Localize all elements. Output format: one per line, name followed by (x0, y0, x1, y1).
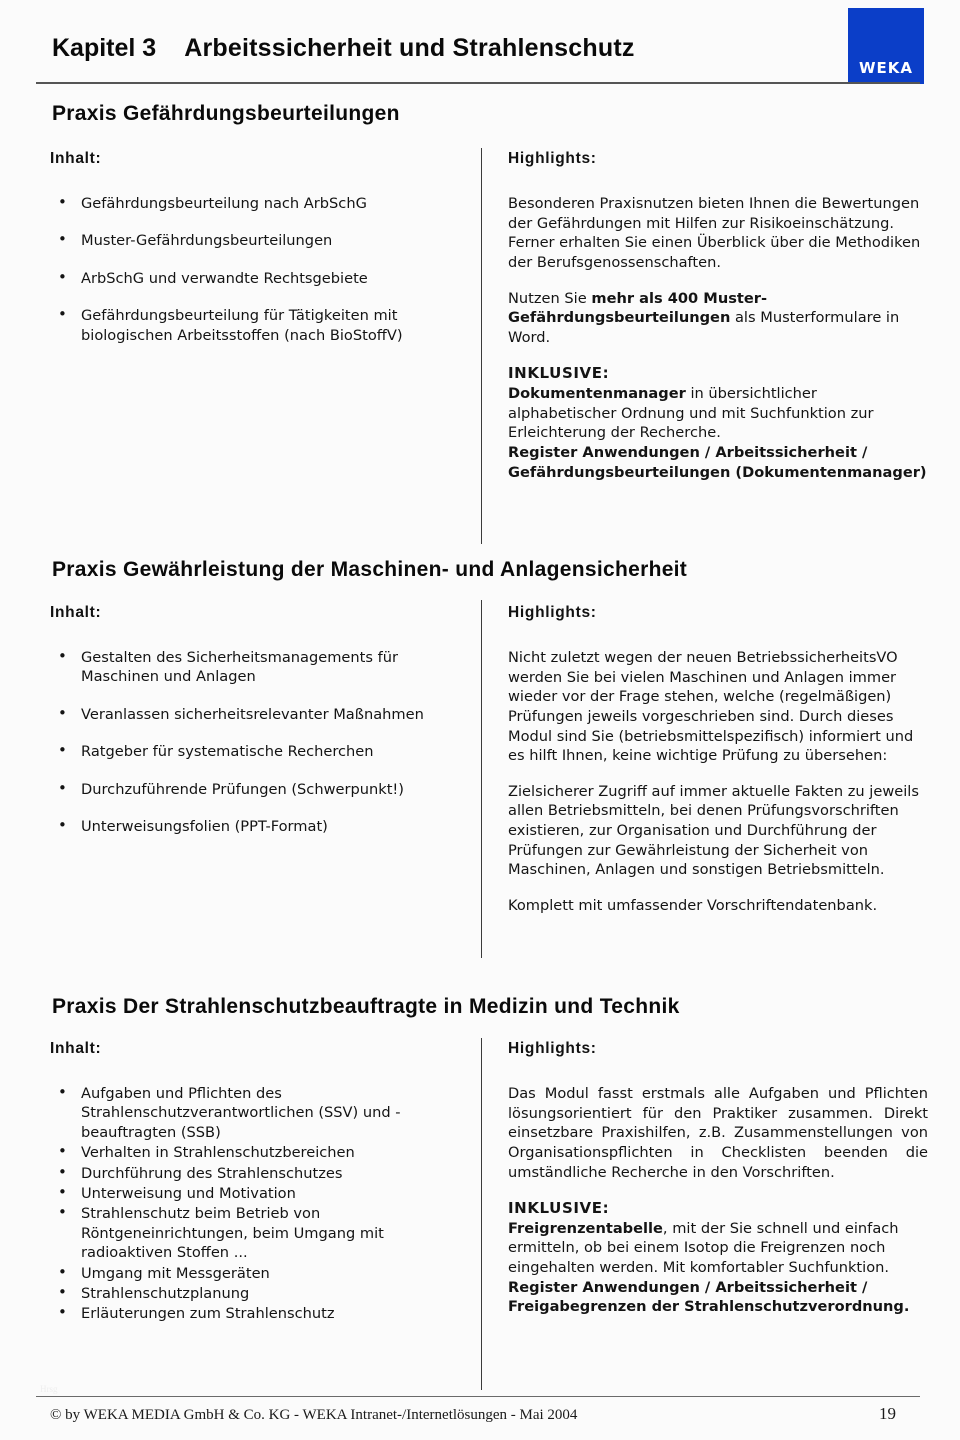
section-2-paragraph-3: Komplett mit umfassender Vorschriftendatenbank. (508, 896, 878, 914)
section-3-bullet-list (50, 1084, 450, 1324)
list-item: • Ratgeber für systematische Recherchen (50, 742, 450, 761)
list-item: • Gefährdungsbeurteilung für Tätigkeiten mit biologischen Arbeitsstoffen (nach BioStoffV) (50, 306, 450, 345)
page-header (36, 30, 924, 86)
list-item: • Verhalten in Strahlenschutzbereichen (50, 1143, 450, 1162)
footer-watermark: Hrsg (40, 1384, 58, 1394)
section-1-paragraph-2 (508, 289, 928, 348)
list-item: • Erläuterungen zum Strahlenschutz (50, 1304, 450, 1323)
section-2-inhalt-column (50, 604, 450, 854)
list-item: • ArbSchG und verwandte Rechtsgebiete (50, 269, 450, 288)
section-1-inkl-bold-2: Register Anwendungen / Arbeitssicherheit / Gefährdungsbeurteilungen (Dokumentenmanager) (508, 443, 927, 481)
section-1-highlights-column (508, 150, 928, 482)
list-item: • Unterweisung und Motivation (50, 1184, 450, 1203)
section-1-inkl-rest-1: in übersichtlicher alphabetischer Ordnung und mit Suchfunktion zur Erleichterung der Recherche. (508, 385, 874, 442)
section-3-inhalt-column (50, 1040, 450, 1325)
section-2-paragraph-2: Zielsicherer Zugriff auf immer aktuelle Fakten zu jeweils allen Betriebsmitteln, bei denen Prüfungsvorschriften existieren, zur Organisation und Durchführung der Prüfungen zur Gewährleistung der Sicherheit von Maschinen, Anlagen und sonstigen Betriebsmitteln. (508, 782, 919, 879)
inklusive-label-3: INKLUSIVE: (508, 1199, 610, 1218)
list-item: • Gefährdungsbeurteilung nach ArbSchG (50, 194, 450, 213)
inhalt-label-1: Inhalt: (50, 150, 102, 167)
section-1-inklusive-block (508, 363, 928, 482)
weka-logo-text: WEKA (858, 59, 914, 77)
footer-copyright: © by WEKA MEDIA GmbH & Co. KG - WEKA Intranet-/Internetlösungen - Mai 2004 (50, 1407, 578, 1423)
column-divider-1 (481, 148, 482, 544)
footer-page-number: 19 (879, 1404, 896, 1423)
section-2-highlights-column (508, 604, 928, 916)
page-footer (36, 1404, 920, 1424)
section-1-p2-post: als Musterformulare in Word. (508, 309, 900, 346)
list-item: • Unterweisungsfolien (PPT-Format) (50, 817, 450, 836)
section-3-paragraph-1: Das Modul fasst erstmals alle Aufgaben und Pflichten lösungsorientiert für den Praktiker zusammen. Direkt einsetzbare Praxishilfen, z.B. Zusammenstellungen von Organisationspflichten in Checklisten beenden die umständliche Recherche in den Vorschriften. (508, 1085, 928, 1181)
footer-divider-rule (36, 1396, 920, 1397)
section-1-inkl-bold-1: Dokumentenmanager (508, 385, 686, 402)
list-item: • Veranlassen sicherheitsrelevanter Maßnahmen (50, 705, 450, 724)
chapter-heading (52, 34, 635, 63)
section-3-inklusive-block (508, 1198, 928, 1317)
list-item: • Strahlenschutzplanung (50, 1284, 450, 1303)
section-3-inkl-bold-2: Register Anwendungen / Arbeitssicherheit / Freigabegrenzen der Strahlenschutzverordnung. (508, 1278, 910, 1316)
section-2-bullet-list (50, 648, 450, 836)
list-item: • Gestalten des Sicherheitsmanagements für Maschinen und Anlagen (50, 648, 450, 687)
column-divider-2 (481, 600, 482, 958)
section-title-3: Praxis Der Strahlenschutzbeauftragte in Medizin und Technik (52, 995, 680, 1018)
highlights-label-3: Highlights: (508, 1040, 597, 1057)
chapter-label: Kapitel 3 (52, 34, 157, 62)
list-item: • Durchführung des Strahlenschutzes (50, 1164, 450, 1183)
section-3-highlights-column (508, 1040, 928, 1317)
list-item: • Durchzuführende Prüfungen (Schwerpunkt!) (50, 780, 450, 799)
list-item: • Muster-Gefährdungsbeurteilungen (50, 231, 450, 250)
chapter-title: Arbeitssicherheit und Strahlenschutz (184, 34, 635, 62)
header-divider-rule (36, 82, 920, 84)
section-3-inkl-bold-1: Freigrenzentabelle (508, 1219, 663, 1237)
section-1-bullet-list (50, 194, 450, 345)
inhalt-label-2: Inhalt: (50, 604, 102, 621)
inhalt-label-3: Inhalt: (50, 1040, 102, 1057)
list-item: • Aufgaben und Pflichten des Strahlenschutzverantwortlichen (SSV) und -beauftragten (SSB) (50, 1084, 450, 1142)
section-2-paragraph-1: Nicht zuletzt wegen der neuen BetriebssicherheitsVO werden Sie bei vielen Maschinen und Anlagen immer wieder vor der Frage stehen, welche (regelmäßigen) Prüfungen jeweils vorgeschrieben sind. Durch dieses Modul sind Sie (betriebsmittelspezifisch) informiert und es hilft Ihnen, keine wichtige Prüfung zu übersehen: (508, 649, 914, 765)
page-content-area (36, 0, 928, 1440)
highlights-label-2: Highlights: (508, 604, 597, 621)
section-1-paragraph-1: Besonderen Praxisnutzen bieten Ihnen die Bewertungen der Gefährdungen mit Hilfen zur Risikoeinschätzung. Ferner erhalten Sie einen Überblick über die Methodiken der Berufsgenossenschaften. (508, 195, 921, 271)
highlights-label-1: Highlights: (508, 150, 597, 167)
section-1-p2-bold: mehr als 400 Muster-Gefährdungsbeurteilungen (508, 289, 768, 327)
list-item: • Strahlenschutz beim Betrieb von Röntgeneinrichtungen, beim Umgang mit radioaktiven Stoffen ... (50, 1204, 450, 1262)
section-title-2: Praxis Gewährleistung der Maschinen- und Anlagensicherheit (52, 558, 688, 581)
section-3-inkl-rest-1: , mit der Sie schnell und einfach ermitteln, ob bei einem Isotop die Freigrenzen noch eingehalten werden. Mit komfortabler Suchfunktion. (508, 1219, 899, 1276)
list-item: • Umgang mit Messgeräten (50, 1264, 450, 1283)
section-1-p2-pre: Nutzen Sie (508, 289, 592, 307)
section-1-inhalt-column (50, 150, 450, 363)
weka-logo (848, 8, 924, 84)
section-title-1: Praxis Gefährdungsbeurteilungen (52, 102, 400, 125)
inklusive-label-1: INKLUSIVE: (508, 364, 610, 383)
column-divider-3 (481, 1038, 482, 1390)
